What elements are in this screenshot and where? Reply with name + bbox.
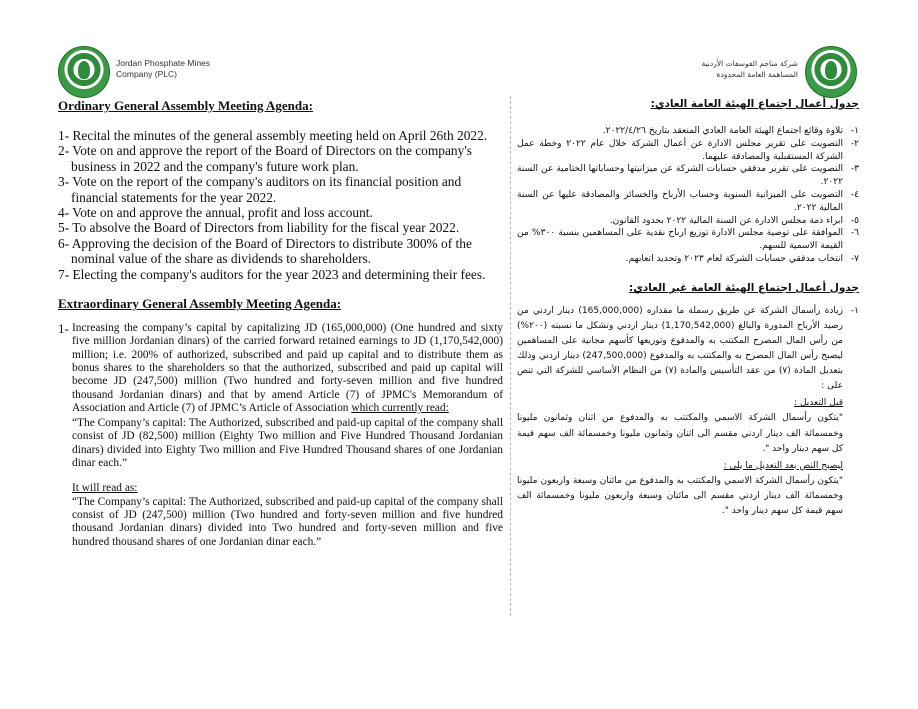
list-item: 1- Recital the minutes of the general assembly meeting held on April 26th 2022. <box>58 128 488 143</box>
company-logo <box>58 46 110 98</box>
before-amendment-quote: "يتكون رأسمال الشركة الاسمي والمكتتب به والمدفوع من اثنان وثمانون مليونا وخمسمائة الف دينار اردني مقسم الى اثنان وثمانون مليونا وخمسمائة الف سهم قيمة كل سهم دينار واحد ". <box>517 413 843 454</box>
new-article-quote: “The Company’s capital: The Authorized, subscribed and paid-up capital of the company shall consist of JD (247,500) million (Two hundred and forty-seven million and five hundred thousand Jordanian dinars) divided into Two hundred and forty-seven million and five hundred thousand shares of one Jordanian dinar each.” <box>72 495 503 548</box>
company-name-arabic: شركة مناجم الفوسفات الأردنية المساهمة العامة المحدودة <box>701 59 798 79</box>
item-number: 1- <box>58 321 69 337</box>
list-item: ٤- التصويت على الميزانية السنوية وحساب الأرباح والخسائر والمصادقة عليها عن السنة المالية ٢٠٢٢. <box>517 189 859 213</box>
english-agenda <box>58 98 503 549</box>
ext-paragraph: Increasing the company’s capital by capitalizing JD (165,000,000) (One hundred and sixty five million Jordanian dinars) of the carried forward retained earnings to JD (1,170,542,000) million; i.e. 200% of authorized, subscribed and paid up capital and to distribute them as bonus shares to the shareholders so that the authorized, subscribed and paid up capital will become JD (247,500) million (Two hundred and forty-seven million and five hundred thousand Jordanian dinars) and that by amend Article (7) of JPMC's Memorandum of Association and Article (7) of JPMC’s Article of Association which currently read: <box>72 322 503 414</box>
company-name-english: Jordan Phosphate Mines Company (PLC) <box>116 58 211 79</box>
list-item: 5- To absolve the Board of Directors from liability for the fiscal year 2022. <box>58 220 460 236</box>
will-read-label: It will read as: <box>72 482 138 495</box>
ordinary-heading-arabic: جدول أعمال اجتماع الهيئة العامة العادي: <box>650 98 859 110</box>
list-item: 3- Vote on the report of the company's auditors on its financial position and financial statements for the year 2022. <box>58 174 462 205</box>
list-item: ٦- الموافقة على توصية مجلس الادارة توزيع ارباح نقدية على المساهمين بنسبة ٣٠٠% من القيمة الاسمية للسهم. <box>517 228 859 252</box>
list-item: ١- تلاوة وقائع اجتماع الهيئة العامة العادي المنعقد بتاريخ ٢٠٢٢/٤/٢٦. <box>602 126 859 136</box>
list-item: ٢- التصويت على تقرير مجلس الادارة عن أعمال الشركة خلال عام ٢٠٢٢ وخطة عمل الشركة المستقبلية والمصادقة عليهما. <box>517 138 859 162</box>
list-item: 2- Vote on and approve the report of the Board of Directors on the company's business in 2022 and the company's future work plan. <box>58 143 472 174</box>
extraordinary-heading: Extraordinary General Assembly Meeting Agenda: <box>58 296 342 312</box>
before-amendment-label: قبل التعديل : <box>794 398 843 409</box>
list-item: ٧- انتخاب مدققي حسابات الشركة لعام ٢٠٢٣ وتحديد اتعابهم. <box>625 253 859 264</box>
extraordinary-item-arabic <box>517 304 859 519</box>
ext-paragraph-arabic: زيادة رأسمال الشركة عن طريق رسملة ما مقداره (165,000,000) دينار اردني من رصيد الأرباح المدورة والبالغ (1,170,542,000) دينار اردني وتشكل ما نسبته (٢٠٠%) من رأس المال المصرح المكتتب به والمدفوع وتوزيعها كأسهم مجانية على المساهمين ليصبح رأس المال المصرح به والمكتتب به والمدفوع (247,500,000) دينار اردني وذلك بتعديل المادة (٧) من عقد التأسيس والمادة (٧) من النظام الأساسي للشركة التي تنص على : <box>517 305 843 392</box>
ordinary-items <box>58 128 503 282</box>
after-amendment-quote: "يتكون رأسمال الشركة الاسمي والمكتتب به والمدفوع من مائتان وسبعة واربعون مليونا وخمسمائة الف دينار اردني مقسم الى مائتان وسبعة واربعون مليونا وخمسمائة الف سهم قيمة كل سهم دينار واحد ". <box>517 475 843 516</box>
list-item: 4- Vote on and approve the annual, profit and loss account. <box>58 205 373 221</box>
list-item: ٥- ابراء ذمة مجلس الادارة عن السنة المالية ٢٠٢٢ بحدود القانون. <box>609 215 859 226</box>
extraordinary-heading-arabic: جدول أعمال اجتماع الهيئة العامة غير العادي: <box>629 281 859 294</box>
arabic-agenda <box>517 98 859 519</box>
after-amendment-label: ليصبح النص بعد التعديل ما يلي : <box>723 460 843 471</box>
ordinary-items-arabic <box>517 125 859 266</box>
list-item: 6- Approving the decision of the Board of Directors to distribute 300% of the nominal value of the share as dividends to shareholders. <box>58 235 472 267</box>
extraordinary-item <box>58 322 503 549</box>
column-divider <box>510 96 511 616</box>
item-number: ١- <box>850 305 859 316</box>
current-article-quote: “The Company’s capital: The Authorized, subscribed and paid-up capital of the company shall consist of JD (82,500) million (Eighty Two million and Five Hundred Thousand Jordanian dinars) divided into Eighty Two million and Five Hundred Thousand shares of one Jordanian dinar each.” <box>72 417 503 470</box>
list-item: 7- Electing the company's auditors for the year 2023 and determining their fees. <box>58 266 486 282</box>
company-logo-right <box>805 46 857 98</box>
currently-read-label: which currently read: <box>351 401 449 414</box>
list-item: ٣- التصويت على تقرير مدققي حسابات الشركة عن ميزانيتها وحساباتها الختامية عن السنة ٢٠٢٢. <box>517 164 859 188</box>
ordinary-heading: Ordinary General Assembly Meeting Agenda: <box>58 98 313 113</box>
